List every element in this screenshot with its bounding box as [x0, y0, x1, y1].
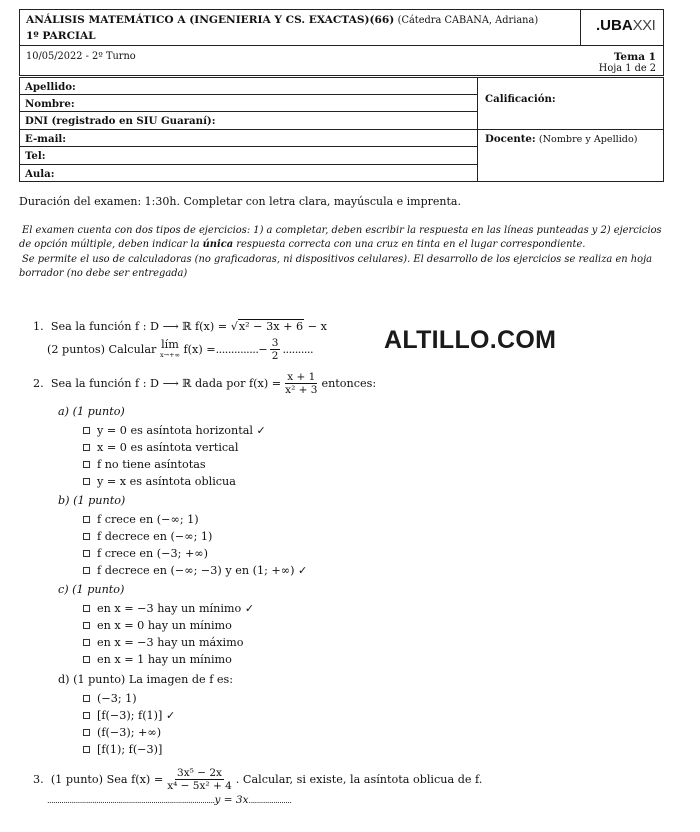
checkbox[interactable]: [83, 695, 90, 702]
q2-number: 2.: [33, 377, 44, 390]
q3-answer-dots: .....................: [248, 796, 292, 805]
checkbox[interactable]: [83, 656, 90, 663]
checkbox[interactable]: [83, 746, 90, 753]
option-text: en x = 0 hay un mínimo: [97, 619, 232, 632]
checkbox[interactable]: [83, 712, 90, 719]
uba-xxi-logo: [596, 17, 655, 34]
course-chair: (Cátedra CABANA, Adriana): [397, 15, 539, 26]
q2b-option-1[interactable]: [83, 513, 199, 526]
field-tel[interactable]: Tel:: [25, 150, 46, 162]
option-text: f no tiene asíntotas: [97, 458, 206, 471]
lim-subscript: x→+∞: [159, 350, 180, 359]
option-text: y = 0 es asíntota horizontal ✓: [97, 424, 266, 437]
q2d-option-3[interactable]: [83, 726, 161, 739]
option-text: f crece en (−∞; 1): [97, 513, 199, 526]
field-email[interactable]: E-mail:: [25, 133, 67, 145]
option-text: x = 0 es asíntota vertical: [97, 441, 239, 454]
q2d-option-2[interactable]: [83, 709, 175, 722]
course-title: [26, 14, 538, 26]
q3-function: (1 punto) Sea f(x) =: [50, 773, 164, 786]
q2b-option-4[interactable]: [83, 564, 307, 577]
q2b-option-2[interactable]: [83, 530, 212, 543]
option-text: f decrece en (−∞; 1): [97, 530, 213, 543]
q1-answer-sign: −: [258, 343, 268, 356]
q1-answer-dots: ..............: [215, 343, 259, 356]
q1-number: 1.: [33, 320, 44, 333]
q1-answer-fraction: [270, 337, 281, 362]
q2d-option-1[interactable]: [83, 692, 137, 705]
para1-pre: de opción múltiple, deben indicar la: [19, 239, 203, 250]
q2d-option-4[interactable]: [83, 743, 162, 756]
para1-emphasis: única: [202, 239, 234, 250]
q3-answer-dots: ..................................................................................: [47, 796, 215, 805]
tema-label: Tema 1: [613, 51, 656, 63]
checkbox[interactable]: [83, 427, 90, 434]
exam-duration: Duración del examen: 1:30h. Completar con letra clara, mayúscula e imprenta.: [19, 195, 461, 208]
instructions-para1-line2: [19, 239, 585, 250]
option-text: (f(−3); +∞): [97, 726, 162, 739]
checkbox[interactable]: [83, 729, 90, 736]
instructions-para2-line1: Se permite el uso de calculadoras (no graficadoras, ni dispositivos celulares). El desarrollo de los ejercicios se realiza en hoja: [22, 254, 653, 265]
exam-name: 1º PARCIAL: [26, 30, 96, 42]
q1-fx: f(x) =: [183, 343, 216, 356]
sqrt-sign: √: [230, 320, 238, 333]
course-name: ANÁLISIS MATEMÁTICO A (INGENIERIA Y CS. EXACTAS)(66): [26, 14, 395, 26]
field-calificacion[interactable]: Calificación:: [485, 93, 556, 105]
q2c-option-2[interactable]: [83, 619, 232, 632]
option-text: en x = 1 hay un mínimo: [97, 653, 232, 666]
para1-post: respuesta correcta con una cruz en tinta en el lugar correspondiente.: [233, 239, 586, 250]
q2-part-b-label: b) (1 punto): [58, 494, 126, 507]
q1-radicand: x² − 3x + 6: [238, 320, 304, 333]
q1-function: Sea la función f : D ⟶ ℝ f(x) =: [50, 320, 231, 333]
instructions-para1-line1: El examen cuenta con dos tipos de ejercicios: 1) a completar, deben escribir la respuesta en las líneas punteadas y 2) ejercicios: [22, 225, 662, 236]
docente-hint: (Nombre y Apellido): [538, 134, 638, 145]
option-text: [f(1); f(−3)]: [97, 743, 163, 756]
option-text: en x = −3 hay un mínimo ✓: [97, 602, 255, 615]
q3-answer: y = 3x: [214, 794, 249, 806]
q1-answer-den: 2: [271, 350, 279, 362]
checkbox[interactable]: [83, 550, 90, 557]
q1-answer-num: 3: [271, 337, 279, 349]
field-aula[interactable]: Aula:: [25, 168, 55, 180]
q2-fraction: [283, 371, 319, 396]
q1-points: (2 puntos) Calcular: [47, 343, 157, 356]
logo-xxi: XXI: [632, 17, 656, 34]
checkbox[interactable]: [83, 567, 90, 574]
q2a-option-1[interactable]: [83, 424, 266, 437]
q2b-option-3[interactable]: [83, 547, 208, 560]
option-text: (−3; 1): [97, 692, 137, 705]
q2-part-a-label: a) (1 punto): [58, 405, 125, 418]
q3-tail: . Calcular, si existe, la asíntota oblicua de f.: [235, 773, 483, 786]
page-count: Hoja 1 de 2: [598, 63, 656, 74]
q2a-option-3[interactable]: [83, 458, 206, 471]
q3-answer-line[interactable]: [47, 794, 291, 806]
checkbox[interactable]: [83, 622, 90, 629]
checkbox[interactable]: [83, 478, 90, 485]
q3-fraction: [165, 767, 234, 792]
q3-number: 3.: [33, 773, 44, 786]
docente-label: Docente:: [485, 133, 536, 145]
form-row-line: [19, 111, 478, 112]
q3-num: 3x⁵ − 2x: [177, 767, 222, 779]
q2-function: Sea la función f : D ⟶ ℝ dada por f(x) =: [50, 377, 282, 390]
q2c-option-1[interactable]: [83, 602, 254, 615]
q2-part-c-label: c) (1 punto): [58, 583, 125, 596]
lim-text: lím: [161, 337, 179, 351]
checkbox[interactable]: [83, 444, 90, 451]
q3-stem: [33, 767, 482, 792]
header-divider: [19, 45, 664, 46]
q2-num: x + 1: [287, 371, 316, 383]
q2c-option-3[interactable]: [83, 636, 243, 649]
q3-den: x⁴ − 5x² + 4: [167, 780, 232, 792]
checkbox[interactable]: [83, 533, 90, 540]
form-row-line: [19, 129, 664, 130]
instructions-para2-line2: borrador (no debe ser entregada): [19, 268, 188, 279]
checkbox[interactable]: [83, 605, 90, 612]
field-apellido[interactable]: Apellido:: [25, 81, 76, 93]
q1-question: [47, 337, 313, 362]
q2a-option-2[interactable]: [83, 441, 238, 454]
form-row-line: [19, 94, 478, 95]
checkbox[interactable]: [83, 639, 90, 646]
logo-uba: .UBA: [596, 17, 633, 34]
form-row-line: [19, 146, 478, 147]
header-logo-divider: [580, 9, 581, 46]
option-text: f crece en (−3; +∞): [97, 547, 208, 560]
q1-tail: − x: [304, 320, 327, 333]
q2-den: x² + 3: [285, 384, 318, 396]
checkbox[interactable]: [83, 461, 90, 468]
option-text: y = x es asíntota oblicua: [97, 475, 236, 488]
q1-stem: [33, 320, 327, 333]
option-text: [f(−3); f(1)] ✓: [97, 709, 176, 722]
q2a-option-4[interactable]: [83, 475, 236, 488]
q2c-option-4[interactable]: [83, 653, 232, 666]
q2-part-d-label: d) (1 punto) La imagen de f es:: [58, 673, 234, 686]
field-docente[interactable]: [485, 133, 637, 145]
date-shift: 10/05/2022 - 2º Turno: [26, 51, 136, 62]
option-text: en x = −3 hay un máximo: [97, 636, 244, 649]
form-row-line: [19, 164, 478, 165]
field-dni[interactable]: DNI (registrado en SIU Guaraní):: [25, 115, 216, 127]
q2-tail: entonces:: [321, 377, 377, 390]
limit-operator: [159, 337, 180, 360]
field-nombre[interactable]: Nombre:: [25, 98, 75, 110]
q2-stem: [33, 371, 376, 396]
altillo-watermark: ALTILLO.COM: [384, 326, 557, 354]
checkbox[interactable]: [83, 516, 90, 523]
q1-answer-dots: ..........: [282, 343, 314, 356]
option-text: f decrece en (−∞; −3) y en (1; +∞) ✓: [97, 564, 308, 577]
